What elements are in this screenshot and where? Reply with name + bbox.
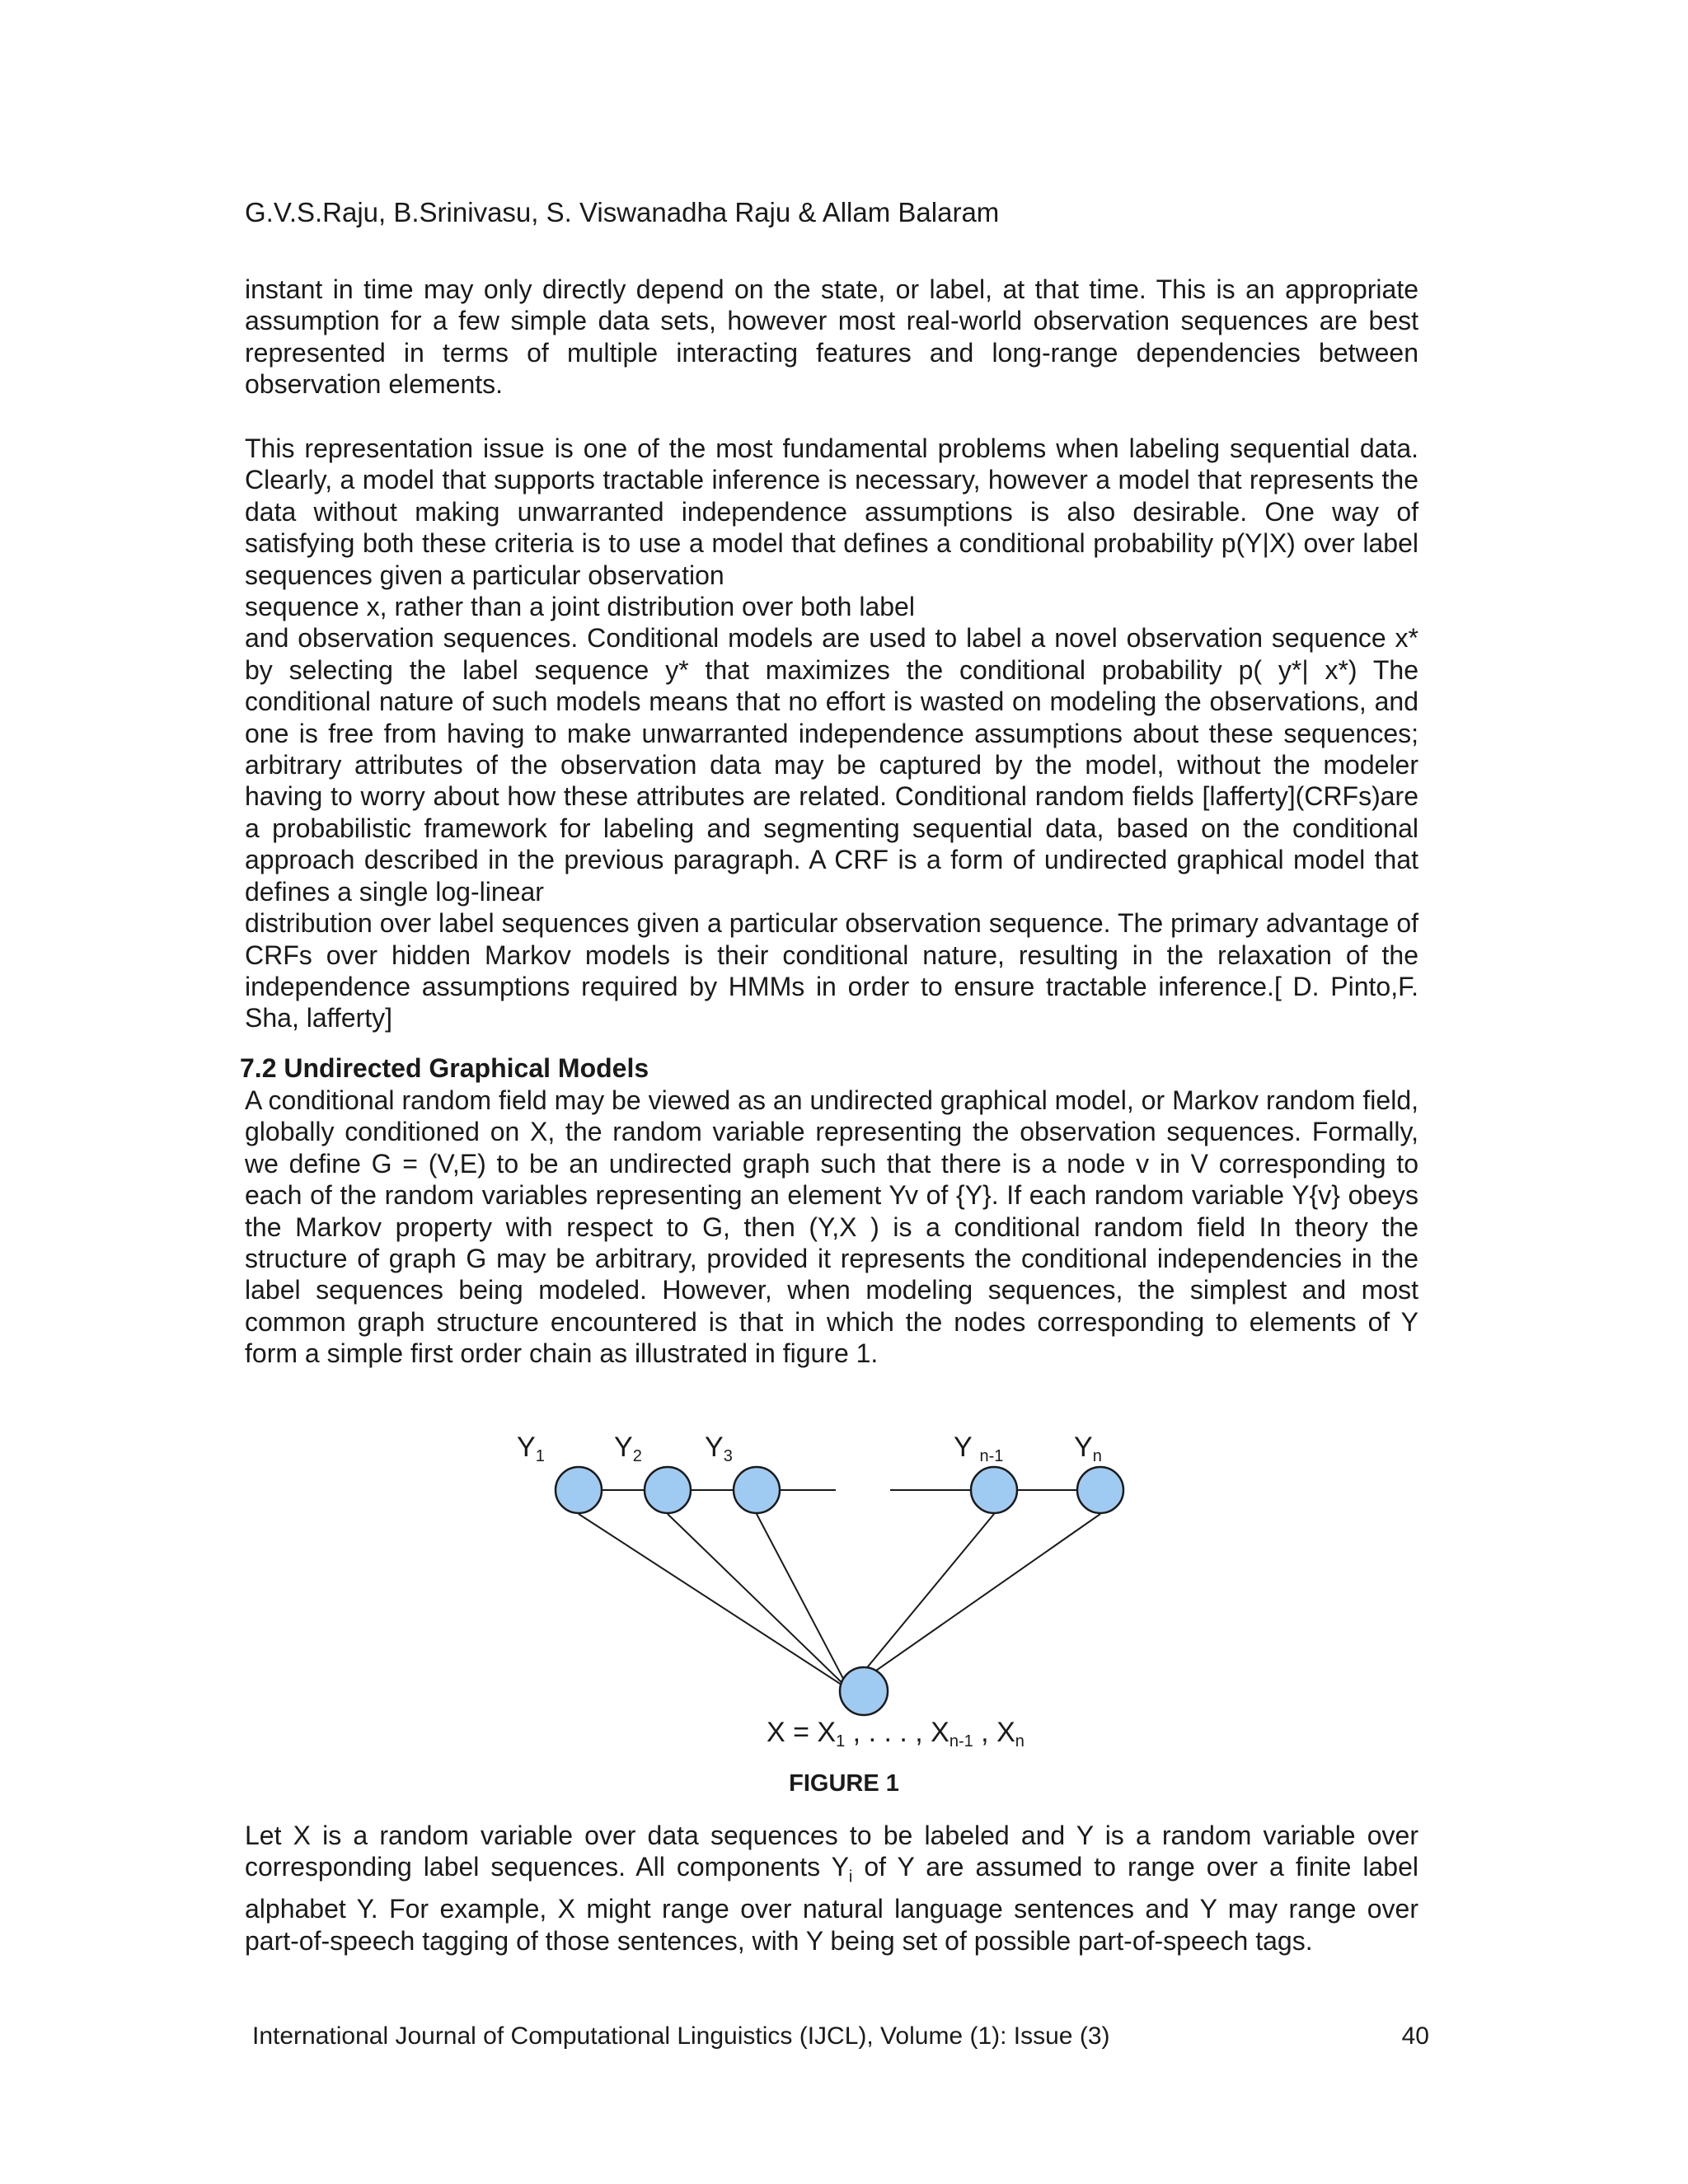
paragraph-2 <box>245 433 1418 1034</box>
paragraph-4 <box>245 1820 1418 1957</box>
crf-chain-diagram <box>495 1422 1170 1751</box>
label-y2: Y2 <box>614 1432 642 1465</box>
node-y2 <box>645 1467 691 1513</box>
label-y1: Y1 <box>517 1432 545 1465</box>
page-number: 40 <box>1401 2022 1429 2050</box>
paragraph-4-text: Let X is a random variable over data sequences to be labeled and Y is a random variable over corresponding label sequences. All components $Y_i$ of Y are assumed to range over a finite label alphabet Y. For example, X might range over natural language sentences and Y may range over part-of-speech tagging of those sentences, with Y being set of possible part-of-speech tags. <box>245 1821 1419 1956</box>
page-footer <box>252 2021 1429 2052</box>
paragraph-2-line-1: This representation issue is one of the most fundamental problems when labeling sequential data. Clearly, a model that supports tractable inference is necessary, however a model that represents the data without making unwarranted independence assumptions is also desirable. One way of satisfying both these criteria is to use a model that defines a conditional probability p(Y|X) over label sequences given a particular observation <box>245 434 1418 590</box>
edge-y2-x <box>668 1514 849 1690</box>
edge-yn-x <box>849 1514 1100 1690</box>
label-y3: Y3 <box>705 1432 733 1465</box>
section-heading: 7.2 Undirected Graphical Models <box>240 1053 649 1083</box>
label-x-sequence: X = X1 , . . . , Xn-1 , Xn <box>767 1717 1025 1750</box>
node-yn <box>1077 1467 1123 1513</box>
label-yn: Yn <box>1074 1432 1102 1465</box>
edge-y3-x <box>757 1514 849 1690</box>
node-x <box>840 1667 888 1715</box>
label-yn1: Y n-1 <box>954 1432 1004 1465</box>
edge-y1-x <box>579 1514 849 1690</box>
paragraph-1 <box>245 274 1418 401</box>
journal-name: International Journal of Computational Linguistics (IJCL), Volume (1): Issue (3) <box>252 2022 1110 2050</box>
paragraph-3-text: A conditional random field may be viewed as an undirected graphical model, or Markov random field, globally conditioned on X, the random variable representing the observation sequences. Formally, we define G = (V,E) to be an undirected graph such that there is a node v in V corresponding to each of the random variables representing an element Yv of {Y}. If each random variable Y{v} obeys the Markov property with respect to G, then (Y,X ) is a conditional random field In theory the structure of graph G may be arbitrary, provided it represents the conditional independencies in the label sequences being modeled. However, when modeling sequences, the simplest and most common graph structure encountered is that in which the nodes corresponding to elements of Y form a simple first order chain as illustrated in figure 1. <box>245 1085 1418 1369</box>
edge-yn1-x <box>849 1514 994 1690</box>
node-y1 <box>556 1467 602 1513</box>
paragraph-1-text: instant in time may only directly depend on the state, or label, at that time. This is an appropriate assumption for a few simple data sets, however most real-world observation sequences are best represented in terms of multiple interacting features and long-range dependencies between observation elements. <box>245 274 1418 400</box>
paragraph-2-line-4: distribution over label sequences given a particular observation sequence. The primary advantage of CRFs over hidden Markov models is their conditional nature, resulting in the relaxation of the independence assumptions required by HMMs in order to ensure tractable inference.[ D. Pinto,F. Sha, lafferty] <box>245 908 1418 1033</box>
paragraph-3 <box>245 1085 1418 1370</box>
node-y3 <box>734 1467 780 1513</box>
node-yn1 <box>971 1467 1017 1513</box>
paragraph-2-line-3: and observation sequences. Conditional models are used to label a novel observation sequence x* by selecting the label sequence y* that maximizes the conditional probability p( y*| x*) The conditional nature of such models means that no effort is wasted on modeling the observations, and one is free from having to make unwarranted independence assumptions about these sequences; arbitrary attributes of the observation data may be captured by the model, without the modeler having to worry about how these attributes are related. Conditional random fields [lafferty](CRFs)are a probabilistic framework for labeling and segmenting sequential data, based on the conditional approach described in the previous paragraph. A CRF is a form of undirected graphical model that defines a single log-linear <box>245 623 1418 907</box>
running-header: G.V.S.Raju, B.Srinivasu, S. Viswanadha Raju & Allam Balaram <box>245 197 1000 227</box>
figure-caption: FIGURE 1 <box>789 1770 899 1797</box>
paragraph-2-line-2: sequence x, rather than a joint distribution over both label <box>245 592 915 622</box>
